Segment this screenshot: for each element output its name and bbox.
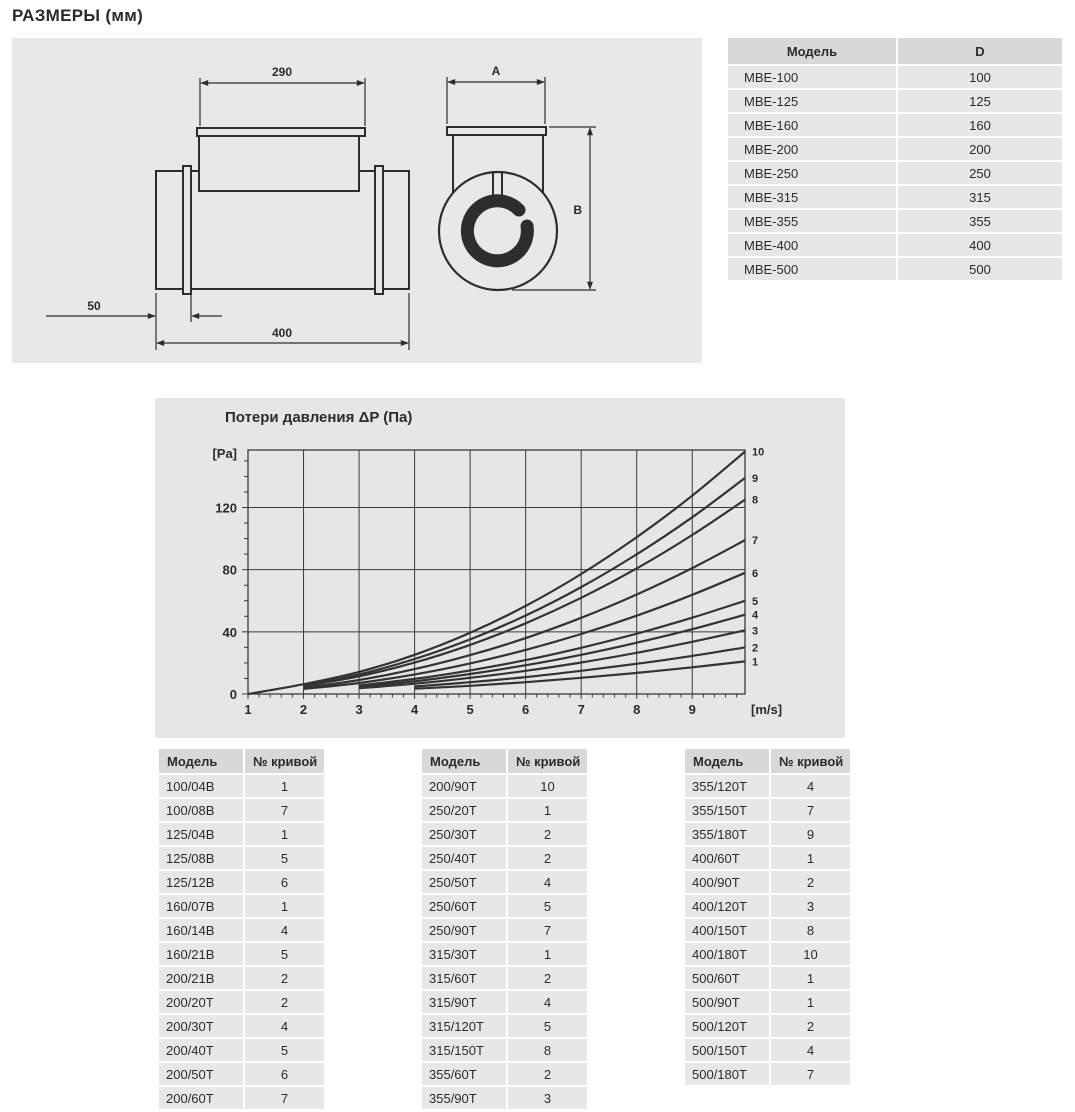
duct-heater-drawing: [12, 38, 702, 363]
table-row: [159, 991, 324, 1013]
model-cell: МВЕ-100: [728, 66, 896, 88]
dim-400: [156, 293, 409, 350]
table-row: [159, 1063, 324, 1085]
pressure-loss-panel: [155, 398, 845, 738]
model-cell: 160/14B: [159, 919, 243, 941]
model-cell: 315/150T: [422, 1039, 506, 1061]
model-cell: 250/20T: [422, 799, 506, 821]
model-cell: 160/07B: [159, 895, 243, 917]
column-header: Модель: [728, 38, 896, 64]
column-header: Модель: [159, 749, 243, 773]
table-row: [685, 991, 850, 1013]
curve-number-label: 9: [752, 472, 759, 485]
y-tick-label: 120: [215, 500, 237, 516]
chart-labels: [212, 446, 782, 717]
model-cell: 160/21B: [159, 943, 243, 965]
value-cell: 2: [245, 991, 324, 1013]
table-row: [159, 775, 324, 797]
dimensions-table: [726, 36, 1064, 282]
table-row: [422, 943, 587, 965]
value-cell: 1: [508, 799, 587, 821]
model-cell: МВЕ-400: [728, 234, 896, 256]
y-tick-label: 80: [222, 562, 237, 578]
model-cell: 315/60T: [422, 967, 506, 989]
table-row: [685, 1039, 850, 1061]
model-cell: 200/60T: [159, 1087, 243, 1109]
model-cell: 400/120T: [685, 895, 769, 917]
value-cell: 2: [771, 871, 850, 893]
column-header: № кривой: [508, 749, 587, 773]
value-cell: 160: [898, 114, 1062, 136]
pressure-loss-chart: [155, 398, 845, 738]
model-cell: 500/120T: [685, 1015, 769, 1037]
dim-290: [200, 78, 365, 126]
value-cell: 10: [508, 775, 587, 797]
column-header: Модель: [422, 749, 506, 773]
dim-a-label: A: [491, 64, 501, 78]
model-cell: 200/90T: [422, 775, 506, 797]
x-tick-label: 1: [244, 702, 252, 717]
value-cell: 10: [771, 943, 850, 965]
table-row: [685, 799, 850, 821]
model-cell: 400/60T: [685, 847, 769, 869]
table-row: [422, 991, 587, 1013]
value-cell: 1: [771, 847, 850, 869]
value-cell: 2: [245, 967, 324, 989]
dim-50: [46, 294, 222, 322]
dim-290-label: 290: [271, 65, 293, 79]
value-cell: 8: [508, 1039, 587, 1061]
y-tick-label: 0: [229, 687, 237, 702]
table-row: [422, 799, 587, 821]
x-tick-label: 2: [299, 702, 308, 717]
chart-ticks: [242, 461, 737, 699]
table-row: [159, 1039, 324, 1061]
model-cell: 500/90T: [685, 991, 769, 1013]
column-header: № кривой: [245, 749, 324, 773]
column-header: D: [898, 38, 1062, 64]
model-cell: 200/30T: [159, 1015, 243, 1037]
model-cell: 500/150T: [685, 1039, 769, 1061]
value-cell: 4: [245, 1015, 324, 1037]
value-cell: 2: [508, 967, 587, 989]
table-row: [685, 871, 850, 893]
table-row: [159, 967, 324, 989]
model-cell: 400/180T: [685, 943, 769, 965]
value-cell: 4: [245, 919, 324, 941]
side-view: [156, 128, 409, 294]
model-cell: МВЕ-355: [728, 210, 896, 232]
table-row: [685, 847, 850, 869]
model-cell: МВЕ-160: [728, 114, 896, 136]
table-row: [159, 799, 324, 821]
curve-table-2: [420, 747, 589, 1111]
table-row: [422, 1015, 587, 1037]
curve-table-wrap-3: [683, 747, 852, 1087]
value-cell: 7: [245, 799, 324, 821]
model-cell: 250/30T: [422, 823, 506, 845]
table-row: [159, 895, 324, 917]
table-row: [422, 871, 587, 893]
value-cell: 5: [245, 943, 324, 965]
table-row: [159, 1015, 324, 1037]
model-cell: 200/50T: [159, 1063, 243, 1085]
value-cell: 1: [771, 967, 850, 989]
model-cell: 200/20T: [159, 991, 243, 1013]
value-cell: 1: [245, 775, 324, 797]
curve-9: [304, 478, 746, 685]
table-row: [422, 967, 587, 989]
value-cell: 2: [771, 1015, 850, 1037]
curve-number-label: 1: [752, 656, 759, 669]
value-cell: 315: [898, 186, 1062, 208]
value-cell: 7: [771, 799, 850, 821]
model-cell: МВЕ-500: [728, 258, 896, 280]
model-cell: 125/04B: [159, 823, 243, 845]
model-cell: 400/90T: [685, 871, 769, 893]
model-cell: 100/04B: [159, 775, 243, 797]
dimension-drawing-panel: [12, 38, 702, 363]
model-cell: 355/60T: [422, 1063, 506, 1085]
model-cell: 355/180T: [685, 823, 769, 845]
x-tick-label: 8: [633, 702, 641, 717]
value-cell: 250: [898, 162, 1062, 184]
table-row: [728, 210, 1062, 232]
value-cell: 2: [508, 823, 587, 845]
table-row: [422, 823, 587, 845]
value-cell: 5: [245, 1039, 324, 1061]
model-cell: 200/40T: [159, 1039, 243, 1061]
value-cell: 500: [898, 258, 1062, 280]
x-tick-label: 7: [577, 702, 585, 717]
table-row: [422, 1039, 587, 1061]
model-cell: 500/180T: [685, 1063, 769, 1085]
value-cell: 6: [245, 871, 324, 893]
value-cell: 7: [245, 1087, 324, 1109]
dim-a: [447, 77, 545, 124]
y-axis-unit: [Pa]: [212, 446, 237, 461]
value-cell: 1: [508, 943, 587, 965]
dim-b-label: B: [573, 203, 582, 217]
table-row: [685, 919, 850, 941]
model-cell: 250/40T: [422, 847, 506, 869]
dim-400-label: 400: [271, 326, 293, 340]
table-row: [728, 234, 1062, 256]
model-cell: 250/90T: [422, 919, 506, 941]
table-row: [685, 967, 850, 989]
model-cell: 125/12B: [159, 871, 243, 893]
x-tick-label: 3: [355, 702, 363, 717]
model-cell: МВЕ-250: [728, 162, 896, 184]
model-cell: 125/08B: [159, 847, 243, 869]
model-cell: 200/21B: [159, 967, 243, 989]
x-tick-label: 6: [522, 702, 530, 717]
value-cell: 7: [508, 919, 587, 941]
model-cell: 250/60T: [422, 895, 506, 917]
end-view: [439, 127, 557, 290]
table-row: [159, 823, 324, 845]
table-row: [422, 895, 587, 917]
value-cell: 100: [898, 66, 1062, 88]
table-row: [422, 847, 587, 869]
table-row: [685, 1015, 850, 1037]
table-row: [685, 775, 850, 797]
value-cell: 355: [898, 210, 1062, 232]
table-row: [728, 162, 1062, 184]
model-cell: 355/150T: [685, 799, 769, 821]
value-cell: 1: [245, 895, 324, 917]
x-tick-label: 5: [466, 702, 474, 717]
model-cell: МВЕ-125: [728, 90, 896, 112]
value-cell: 200: [898, 138, 1062, 160]
chart-title: Потери давления ΔP (Па): [225, 409, 413, 426]
value-cell: 4: [508, 991, 587, 1013]
curve-number-label: 7: [752, 535, 759, 548]
table-row: [159, 943, 324, 965]
table-row: [685, 895, 850, 917]
value-cell: 4: [771, 775, 850, 797]
table-row: [685, 943, 850, 965]
value-cell: 5: [508, 1015, 587, 1037]
table-row: [728, 186, 1062, 208]
value-cell: 5: [508, 895, 587, 917]
value-cell: 1: [245, 823, 324, 845]
value-cell: 5: [245, 847, 324, 869]
curve-number-label: 2: [752, 642, 759, 655]
table-row: [422, 1063, 587, 1085]
model-cell: 315/120T: [422, 1015, 506, 1037]
table-row: [685, 1063, 850, 1085]
table-row: [728, 90, 1062, 112]
model-cell: 500/60T: [685, 967, 769, 989]
curve-number-label: 5: [752, 595, 759, 608]
curve-number-label: 10: [752, 446, 765, 459]
value-cell: 400: [898, 234, 1062, 256]
dimensions-table-wrap: [726, 36, 1064, 282]
table-row: [159, 847, 324, 869]
curve-table-1: [157, 747, 326, 1111]
table-row: [159, 871, 324, 893]
model-cell: 315/90T: [422, 991, 506, 1013]
model-cell: МВЕ-315: [728, 186, 896, 208]
x-tick-label: 4: [410, 702, 419, 717]
value-cell: 6: [245, 1063, 324, 1085]
model-cell: 315/30T: [422, 943, 506, 965]
curve-number-label: 3: [752, 625, 759, 638]
table-row: [159, 919, 324, 941]
column-header: Модель: [685, 749, 769, 773]
table-row: [728, 258, 1062, 280]
value-cell: 2: [508, 847, 587, 869]
curve-4: [359, 615, 745, 687]
value-cell: 3: [771, 895, 850, 917]
dim-50-label: 50: [87, 299, 101, 313]
value-cell: 4: [771, 1039, 850, 1061]
chart-curves: [248, 452, 745, 694]
curve-number-label: 6: [752, 567, 759, 580]
value-cell: 3: [508, 1087, 587, 1109]
curve-table-3: [683, 747, 852, 1087]
table-row: [728, 138, 1062, 160]
table-row: [728, 66, 1062, 88]
table-row: [422, 919, 587, 941]
model-cell: 250/50T: [422, 871, 506, 893]
curve-number-label: 4: [752, 609, 759, 622]
curve-table-wrap-1: [157, 747, 326, 1111]
table-row: [728, 114, 1062, 136]
curve-table-wrap-2: [420, 747, 589, 1111]
model-cell: 100/08B: [159, 799, 243, 821]
y-tick-label: 40: [222, 624, 237, 640]
model-cell: 400/150T: [685, 919, 769, 941]
model-cell: 355/120T: [685, 775, 769, 797]
value-cell: 8: [771, 919, 850, 941]
table-row: [685, 823, 850, 845]
curve-number-label: 8: [752, 494, 759, 507]
x-tick-label: 9: [688, 702, 696, 717]
value-cell: 1: [771, 991, 850, 1013]
table-row: [422, 775, 587, 797]
column-header: № кривой: [771, 749, 850, 773]
page-title: РАЗМЕРЫ (мм): [12, 6, 144, 25]
value-cell: 7: [771, 1063, 850, 1085]
model-cell: 355/90T: [422, 1087, 506, 1109]
model-cell: МВЕ-200: [728, 138, 896, 160]
value-cell: 125: [898, 90, 1062, 112]
value-cell: 2: [508, 1063, 587, 1085]
value-cell: 9: [771, 823, 850, 845]
table-row: [422, 1087, 587, 1109]
value-cell: 4: [508, 871, 587, 893]
x-axis-unit: [m/s]: [751, 702, 783, 717]
table-row: [159, 1087, 324, 1109]
